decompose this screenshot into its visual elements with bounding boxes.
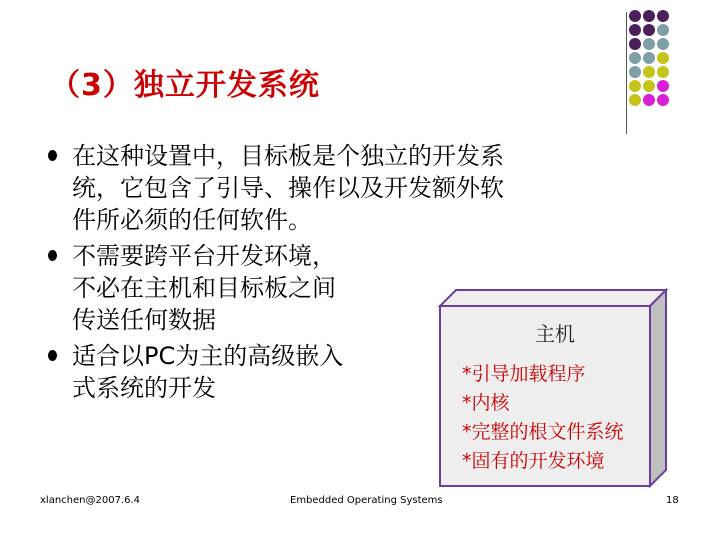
host-box-item: *内核 xyxy=(462,392,510,414)
decorative-dot xyxy=(629,94,641,106)
decorative-dot xyxy=(657,66,669,78)
host-box-items xyxy=(462,360,662,476)
decorative-dot xyxy=(657,10,669,22)
decorative-dot xyxy=(629,24,641,36)
host-box-top-face xyxy=(440,290,666,306)
slide-title: （3）独立开发系统 xyxy=(50,68,320,103)
host-box-item: *固有的开发环境 xyxy=(462,450,605,472)
decorative-dot xyxy=(629,66,641,78)
decorative-dot xyxy=(643,52,655,64)
bullet-text: 不需要跨平台开发环境， 不必在主机和目标板之间 传送任何数据 xyxy=(72,242,336,334)
footer-author-date: xlanchen@2007.6.4 xyxy=(40,495,141,506)
decorative-dot xyxy=(629,52,641,64)
decorative-dot xyxy=(657,52,669,64)
bullet-icon xyxy=(48,250,57,261)
footer-page-number: 18 xyxy=(666,495,679,506)
decorative-dot xyxy=(643,24,655,36)
decorative-dot xyxy=(657,24,669,36)
decorative-dot xyxy=(643,10,655,22)
bullet-text: 在这种设置中，目标板是个独立的开发系 统，它包含了引导、操作以及开发额外软 件所必须的任何软件。 xyxy=(72,142,504,234)
decorative-dot xyxy=(643,94,655,106)
decorative-vertical-line xyxy=(626,12,627,134)
decorative-dot xyxy=(643,66,655,78)
decorative-dot xyxy=(629,10,641,22)
bullet-icon xyxy=(48,350,57,361)
decorative-dot xyxy=(643,38,655,50)
decorative-dot xyxy=(657,38,669,50)
decorative-dot xyxy=(657,80,669,92)
bullet-text: 适合以PC为主的高级嵌入 式系统的开发 xyxy=(72,342,344,402)
bullet-icon xyxy=(48,150,57,161)
host-box-item: *完整的根文件系统 xyxy=(462,421,624,443)
decorative-dot xyxy=(629,38,641,50)
decorative-dot xyxy=(657,94,669,106)
footer-course: Embedded Operating Systems xyxy=(290,495,443,506)
host-box-title: 主机 xyxy=(535,322,575,346)
bullet-item xyxy=(48,140,618,236)
host-box-item: *引导加载程序 xyxy=(462,363,586,385)
decorative-dot xyxy=(643,80,655,92)
decorative-dot xyxy=(629,80,641,92)
